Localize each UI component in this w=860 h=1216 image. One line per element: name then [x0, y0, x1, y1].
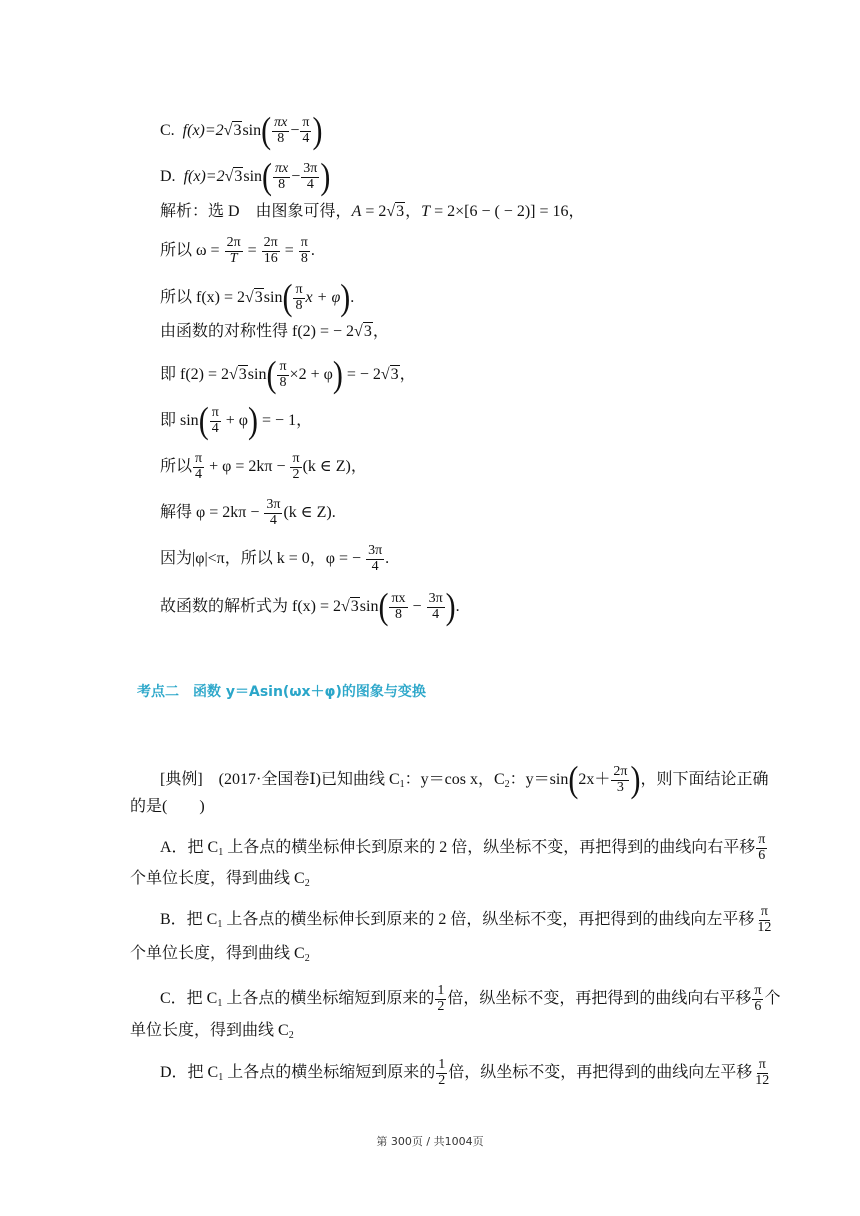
- text: .: [310, 241, 315, 259]
- text: 上各点的横坐标伸长到原来的 2 倍，纵坐标不变，再把得到的曲线向右平移: [223, 838, 756, 856]
- numerator: π: [758, 832, 766, 847]
- solution-line-2: [160, 236, 315, 266]
- text: = 2×[6 − ( − 2)] = 16，: [430, 203, 585, 220]
- numerator: π: [760, 904, 768, 919]
- text: ，则下面结论正确: [640, 770, 769, 788]
- denominator: 4: [432, 606, 440, 622]
- solution-line-4: [160, 322, 389, 342]
- fn: sin: [243, 167, 263, 185]
- denominator: 3: [616, 779, 624, 795]
- text: 即 sin: [160, 411, 199, 429]
- fraction: [611, 765, 629, 795]
- subscript: 1: [217, 918, 223, 930]
- text: 解得 φ = 2kπ −: [160, 503, 264, 521]
- text: 故函数的解析式为 f(x) = 2: [160, 597, 342, 615]
- text: 所以 f(x) = 2: [160, 288, 246, 306]
- denominator: 4: [302, 130, 310, 146]
- numerator: 3π: [303, 161, 318, 176]
- choice-b-line-2: [130, 944, 310, 969]
- text: + φ: [221, 411, 249, 429]
- fn: sin: [242, 121, 262, 139]
- numerator: πx: [391, 591, 406, 606]
- denominator: 2: [292, 466, 300, 482]
- subscript: 2: [288, 1030, 294, 1041]
- denominator: 8: [300, 250, 308, 266]
- radicand: 3: [238, 365, 247, 383]
- fraction: [301, 162, 319, 192]
- text: = − 1，: [258, 411, 313, 429]
- denominator: 2: [438, 1072, 446, 1088]
- fraction: [436, 1058, 447, 1088]
- denominator: 8: [279, 374, 287, 390]
- text: 倍，纵坐标不变，再把得到的曲线向左平移: [448, 1063, 753, 1081]
- solution-line-1: [160, 202, 585, 222]
- text: 个单位长度，得到曲线 C: [130, 870, 305, 887]
- choice-c-line-1: [160, 984, 780, 1014]
- sqrt: √3: [245, 288, 263, 306]
- numerator: 2π: [226, 235, 241, 250]
- subscript: 1: [399, 778, 405, 790]
- solution-line-3: 所以 f(x) = 2√3sin( $\frac{\pi}{8}$ x + φ).: [160, 276, 355, 319]
- solution-line-9: [160, 544, 389, 574]
- text: ，: [372, 323, 389, 340]
- fraction: [264, 498, 282, 528]
- numerator: 3π: [266, 497, 281, 512]
- text: A: [351, 203, 362, 220]
- text: .: [455, 597, 460, 615]
- solution-line-10: 故函数的解析式为 f(x) = 2√3sin( $\frac{\pi x}{8}$ − $\frac{3\pi}{4}$ ).: [160, 585, 460, 628]
- solution-line-8: [160, 498, 336, 528]
- denominator: 4: [211, 420, 219, 436]
- text: (k ∈ Z)，: [302, 457, 367, 475]
- choice-a-line-2: [130, 869, 310, 894]
- operator: −: [290, 121, 300, 139]
- numerator: 3π: [368, 543, 383, 558]
- text: .: [350, 288, 355, 306]
- sqrt: √3: [386, 203, 405, 220]
- denominator: 2: [437, 998, 445, 1014]
- numerator: 1: [437, 983, 445, 998]
- text: 因为|φ|<π，所以 k = 0，φ = −: [160, 549, 366, 567]
- section-heading: 考点二 函数 y＝Asin(ωx＋φ)的图象与变换: [137, 684, 426, 700]
- text: B．把 C: [160, 910, 218, 928]
- fraction: [277, 360, 288, 390]
- numerator: π: [300, 235, 308, 250]
- subscript: 2: [504, 778, 510, 790]
- fraction: [756, 833, 767, 863]
- text: = 2: [361, 203, 387, 220]
- fraction: [752, 984, 763, 1014]
- text: =: [280, 241, 298, 259]
- sqrt: √3: [341, 597, 359, 615]
- sqrt: √3: [223, 121, 242, 139]
- option-c: C. f(x)=2√3sin( $\frac{\pi x}{8}$ − $\frac{\pi}{4}$ ): [160, 109, 323, 152]
- radicand: 3: [396, 203, 405, 220]
- solution-line-6: 即 sin( $\frac{\pi}{4}$ + φ) = − 1，: [160, 399, 313, 442]
- numerator: π: [302, 115, 310, 130]
- text: 个单位长度，得到曲线 C: [130, 945, 305, 962]
- text: ：y＝cos x，C: [404, 770, 505, 788]
- numerator: π: [279, 359, 287, 374]
- fraction: [435, 984, 446, 1014]
- text: 倍，纵坐标不变，再把得到的曲线向右平移: [447, 989, 752, 1007]
- subscript: 2: [304, 878, 310, 889]
- fraction: [753, 1058, 771, 1088]
- text: [典例] (2017·全国卷Ⅰ)已知曲线 C: [160, 770, 400, 788]
- subscript: 1: [217, 997, 223, 1009]
- fraction: [299, 236, 310, 266]
- formula-lhs: f(x)=2: [183, 167, 225, 185]
- text: 单位长度，得到曲线 C: [130, 1022, 289, 1039]
- denominator: 12: [755, 1072, 770, 1088]
- text: ，: [405, 203, 422, 220]
- denominator: 12: [757, 919, 772, 935]
- choice-a-line-1: [160, 833, 768, 863]
- numerator: π: [292, 451, 300, 466]
- numerator: 3π: [428, 591, 443, 606]
- numerator: 2π: [263, 235, 278, 250]
- denominator: 4: [195, 466, 203, 482]
- fraction: [225, 236, 243, 266]
- text: ：y＝sin: [509, 770, 569, 788]
- option-d: D. f(x)=2√3sin( $\frac{\pi x}{8}$ − $\frac{3\pi}{4}$ ): [160, 155, 331, 198]
- numerator: π: [195, 451, 203, 466]
- option-label: D.: [160, 167, 176, 185]
- text: D．把 C: [160, 1063, 219, 1081]
- text: C．把 C: [160, 989, 218, 1007]
- example-line-1: [典例] (2017·全国卷Ⅰ)已知曲线 $C_1$：y＝cos x，$C_2$：y＝sin(2x＋ $\frac{2\pi}{3}$ )，则下面结论正确: [160, 758, 769, 801]
- text: −: [408, 597, 426, 615]
- option-label: C.: [160, 121, 175, 139]
- fraction: [210, 406, 221, 436]
- text: sin: [247, 365, 267, 383]
- fraction: [193, 452, 204, 482]
- text: = − 2: [342, 365, 381, 383]
- page-footer: 第 300页 / 共1004页: [376, 1135, 484, 1148]
- fraction: [427, 592, 445, 622]
- denominator: 4: [306, 176, 314, 192]
- text: .: [385, 549, 390, 567]
- text: x + φ: [305, 288, 341, 306]
- text: 所以: [160, 457, 193, 475]
- denominator: 4: [371, 558, 379, 574]
- numerator: π: [211, 405, 219, 420]
- fraction: [262, 236, 280, 266]
- text: T: [421, 203, 431, 220]
- radicand: 3: [350, 597, 359, 615]
- fraction: [293, 283, 304, 313]
- text: 解析：选 D 由图象可得，: [160, 203, 352, 220]
- fraction: [755, 905, 773, 935]
- denominator: 8: [395, 606, 402, 622]
- fraction: [273, 162, 290, 192]
- formula-lhs: f(x)=2: [182, 121, 224, 139]
- text: 上各点的横坐标缩短到原来的: [222, 989, 435, 1007]
- numerator: π: [758, 1057, 766, 1072]
- sqrt: √3: [380, 365, 399, 383]
- example-line-2: 的是( ): [130, 798, 205, 815]
- numerator: 2π: [613, 764, 628, 779]
- numerator: πx: [275, 161, 289, 176]
- operator: −: [291, 167, 301, 185]
- sqrt: √3: [224, 167, 243, 185]
- fraction: [389, 592, 407, 622]
- text: 上各点的横坐标缩短到原来的: [223, 1063, 436, 1081]
- denominator: 6: [758, 847, 766, 863]
- denominator: 8: [295, 297, 303, 313]
- text: 上各点的横坐标伸长到原来的 2 倍，纵坐标不变，再把得到的曲线向左平移: [222, 910, 755, 928]
- fraction: [300, 116, 311, 146]
- text: 所以 ω =: [160, 241, 224, 259]
- denominator: 8: [277, 130, 285, 146]
- choice-d-line-1: [160, 1058, 772, 1088]
- text: 个: [764, 989, 781, 1007]
- radicand: 3: [233, 121, 242, 139]
- text: sin: [263, 288, 283, 306]
- fraction: [366, 544, 384, 574]
- radicand: 3: [390, 365, 399, 383]
- text: sin: [359, 597, 379, 615]
- denominator: 4: [269, 512, 277, 528]
- sqrt: √3: [229, 365, 247, 383]
- text: (k ∈ Z).: [283, 503, 336, 521]
- numerator: πx: [274, 115, 288, 130]
- text: =: [243, 241, 261, 259]
- text: 即 f(2) = 2: [160, 365, 230, 383]
- solution-line-7: [160, 452, 367, 482]
- fraction: [272, 116, 289, 146]
- denominator: 16: [263, 250, 278, 266]
- choice-b-line-1: [160, 905, 774, 935]
- numerator: π: [754, 983, 762, 998]
- fraction: [290, 452, 301, 482]
- denominator: 8: [278, 176, 286, 192]
- choice-c-line-2: [130, 1021, 294, 1046]
- subscript: 1: [218, 1071, 224, 1083]
- text: ×2 + φ: [289, 365, 333, 383]
- radicand: 3: [363, 323, 372, 340]
- subscript: 1: [218, 846, 224, 858]
- text: A．把 C: [160, 838, 219, 856]
- text: 2x＋: [578, 770, 611, 788]
- numerator: π: [295, 282, 303, 297]
- subscript: 2: [304, 953, 310, 964]
- numerator: 1: [438, 1057, 446, 1072]
- text: ，: [399, 365, 416, 383]
- text: + φ = 2kπ −: [205, 457, 290, 475]
- radicand: 3: [234, 167, 243, 185]
- text: 由函数的对称性得 f(2) = − 2: [160, 323, 355, 340]
- radicand: 3: [254, 288, 263, 306]
- denominator: T: [229, 250, 238, 266]
- solution-line-5: 即 f(2) = 2√3sin( $\frac{\pi}{8}$ ×2 + φ) = − 2√3，: [160, 353, 416, 396]
- sqrt: √3: [354, 323, 372, 340]
- denominator: 6: [754, 998, 762, 1014]
